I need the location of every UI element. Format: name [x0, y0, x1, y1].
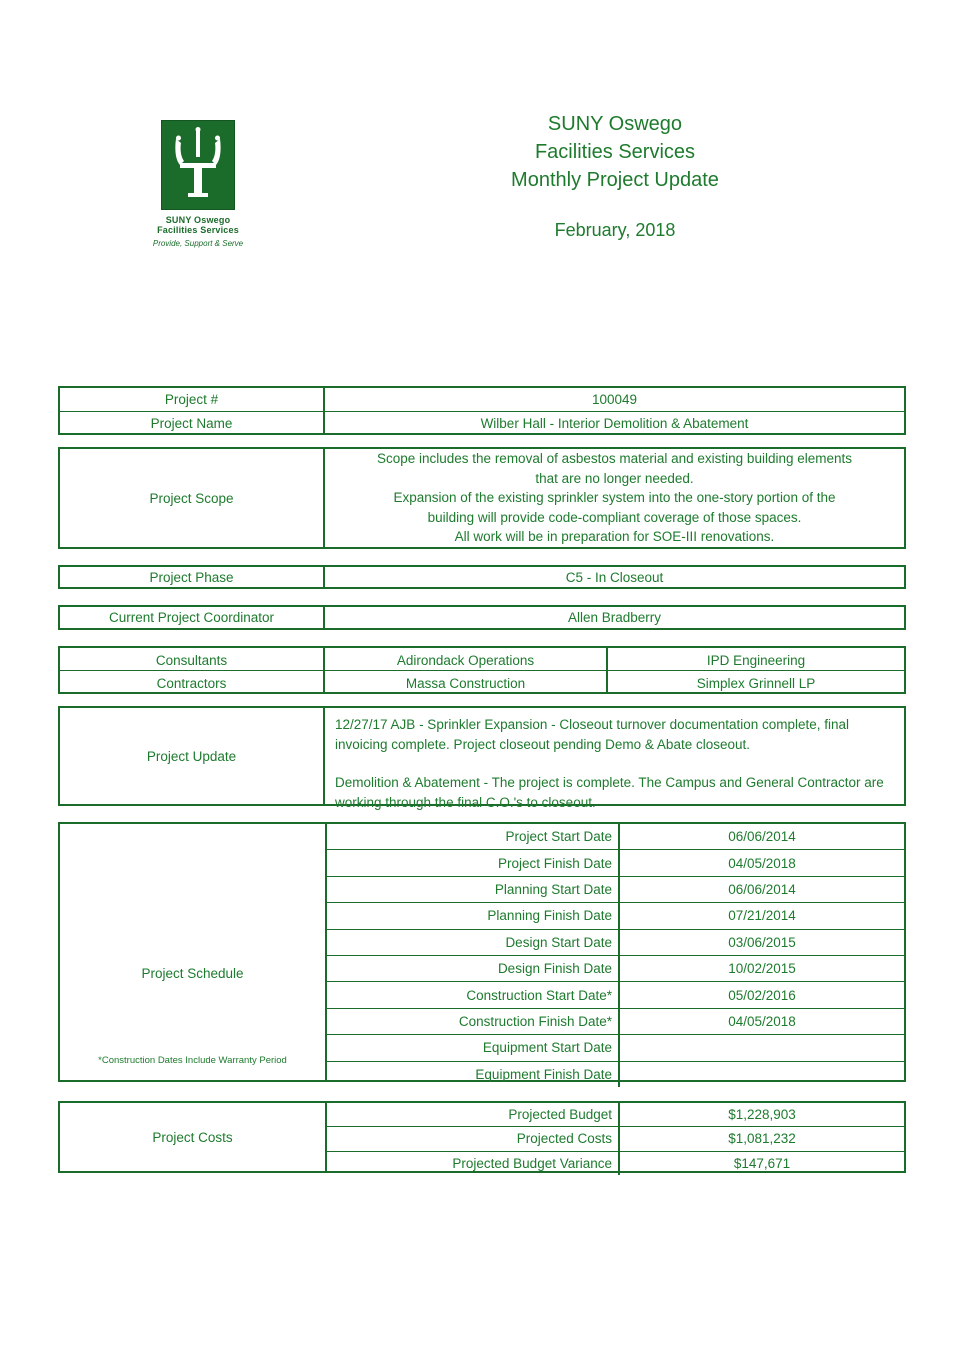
table-row: [327, 903, 904, 929]
project-costs-table: [58, 1101, 906, 1173]
table-row: [327, 1062, 904, 1087]
consultant-2-value: IPD Engineering: [706, 653, 806, 668]
suny-oswego-logo: [148, 120, 248, 248]
cost-row-name: Projected Costs: [327, 1127, 620, 1150]
table-row: [327, 824, 904, 850]
scope-line: that are no longer needed.: [535, 470, 694, 486]
schedule-row-name: Design Start Date: [327, 930, 620, 955]
costs-rows: [327, 1103, 904, 1171]
schedule-row-name: Planning Finish Date: [327, 903, 620, 928]
schedule-row-value: 03/06/2015: [728, 934, 796, 950]
project-phase-value: C5 - In Closeout: [565, 569, 664, 585]
table-row: [327, 956, 904, 982]
project-schedule-label: Project Schedule: [141, 966, 244, 981]
table-row: [327, 850, 904, 876]
title-line-1: SUNY Oswego: [547, 113, 683, 135]
schedule-row-value: 04/05/2018: [728, 1013, 796, 1029]
cost-row-name: Projected Budget: [327, 1103, 620, 1126]
table-row: [327, 982, 904, 1008]
table-row: [60, 388, 904, 412]
cost-row-value: $147,671: [733, 1155, 791, 1171]
schedule-row-name: Equipment Finish Date: [327, 1062, 620, 1087]
schedule-row-value: [620, 1062, 904, 1087]
project-identification-table: [58, 386, 906, 435]
table-row: [60, 567, 904, 587]
project-coordinator-table: [58, 605, 906, 630]
table-row: [60, 648, 904, 671]
project-name-value: Wilber Hall - Interior Demolition & Abatement: [480, 416, 749, 431]
project-schedule-label-cell: [60, 824, 327, 1080]
table-row: [327, 877, 904, 903]
schedule-rows: [327, 824, 904, 1080]
update-paragraph-1: 12/27/17 AJB - Sprinkler Expansion - Closeout turnover documentation complete, final invoicing complete. Project closeout pending Demo & Abate closeout.: [335, 717, 850, 752]
project-parties-table: [58, 646, 906, 694]
table-row: [327, 1035, 904, 1061]
update-paragraph-2: Demolition & Abatement - The project is complete. The Campus and General Contractor are working through the final C.O.'s to closeout.: [335, 775, 884, 810]
schedule-footnote: *Construction Dates Include Warranty Period: [98, 1055, 287, 1066]
project-scope-value: [325, 449, 904, 547]
cost-row-value: $1,228,903: [728, 1107, 796, 1123]
project-update-value: [325, 708, 904, 810]
schedule-row-value: 04/05/2018: [728, 855, 796, 871]
scope-line: Expansion of the existing sprinkler system into the one-story portion of the: [393, 490, 836, 506]
schedule-row-value: 05/02/2016: [728, 987, 796, 1003]
table-row: [327, 1152, 904, 1175]
project-coordinator-value: Allen Bradberry: [567, 610, 662, 625]
cost-row-name: Projected Budget Variance: [327, 1152, 620, 1175]
project-number-label: Project #: [60, 388, 325, 411]
scope-line: building will provide code-compliant coverage of those spaces.: [427, 509, 802, 525]
project-number-value: 100049: [591, 392, 638, 407]
project-update-document: [0, 110, 960, 1352]
schedule-row-name: Project Finish Date: [327, 850, 620, 875]
project-name-label: Project Name: [60, 412, 325, 435]
table-row: [60, 412, 904, 435]
project-schedule-table: [58, 822, 906, 1082]
table-row: [60, 1103, 904, 1171]
project-update-label: Project Update: [60, 708, 325, 804]
project-coordinator-label: Current Project Coordinator: [60, 607, 325, 628]
page-title: [330, 110, 900, 241]
trident-logo-icon: [161, 120, 235, 210]
schedule-row-value: [620, 1035, 904, 1060]
scope-line: Scope includes the removal of asbestos material and existing building elements: [376, 451, 853, 467]
schedule-row-name: Construction Start Date*: [327, 982, 620, 1007]
project-scope-table: [58, 447, 906, 549]
scope-line: All work will be in preparation for SOE-III renovations.: [454, 529, 775, 545]
report-date: February, 2018: [554, 220, 676, 240]
title-line-2: Facilities Services: [534, 141, 696, 163]
schedule-row-name: Planning Start Date: [327, 877, 620, 902]
project-phase-table: [58, 565, 906, 589]
table-row: [60, 671, 904, 694]
logo-caption-line-2: Facilities Services: [157, 225, 239, 235]
schedule-row-value: 06/06/2014: [728, 829, 796, 845]
document-header: [0, 110, 960, 250]
table-row: [60, 824, 904, 1080]
schedule-row-name: Design Finish Date: [327, 956, 620, 981]
schedule-row-name: Project Start Date: [327, 824, 620, 849]
cost-row-value: $1,081,232: [728, 1131, 796, 1147]
logo-caption-line-1: SUNY Oswego: [165, 215, 231, 225]
project-update-table: [58, 706, 906, 810]
table-row: [60, 708, 904, 810]
contractors-label: Contractors: [60, 671, 325, 694]
trident-icon: [170, 127, 226, 201]
table-row: [327, 1009, 904, 1035]
table-row: [60, 607, 904, 628]
table-row: [60, 449, 904, 547]
schedule-row-value: 06/06/2014: [728, 881, 796, 897]
schedule-row-name: Construction Finish Date*: [327, 1009, 620, 1034]
table-row: [327, 1103, 904, 1127]
schedule-row-value: 07/21/2014: [728, 908, 796, 924]
consultants-label: Consultants: [60, 648, 325, 670]
table-row: [327, 1127, 904, 1151]
project-phase-label: Project Phase: [60, 567, 325, 587]
project-scope-label: Project Scope: [60, 449, 325, 547]
contractor-1-value: Massa Construction: [325, 671, 608, 694]
table-row: [327, 930, 904, 956]
contractor-2-value: Simplex Grinnell LP: [696, 676, 816, 691]
project-costs-label: Project Costs: [60, 1103, 327, 1171]
schedule-row-name: Equipment Start Date: [327, 1035, 620, 1060]
schedule-row-value: 10/02/2015: [728, 961, 796, 977]
logo-tagline: Provide, Support & Serve: [152, 239, 244, 248]
title-line-3: Monthly Project Update: [511, 169, 719, 191]
consultant-1-value: Adirondack Operations: [325, 648, 608, 670]
